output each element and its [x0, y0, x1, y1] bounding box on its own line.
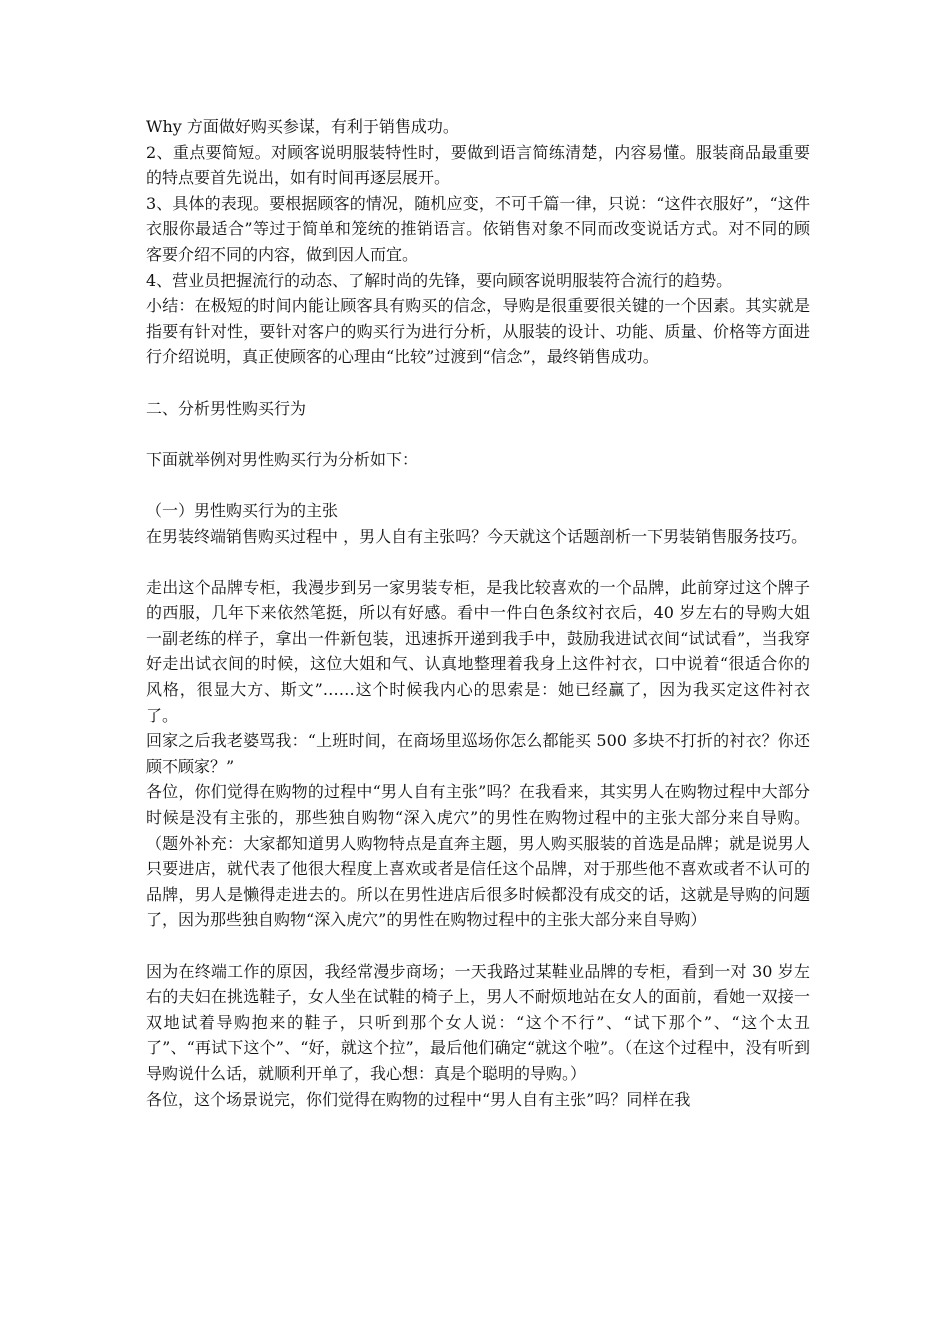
paragraph-summary: 小结：在极短的时间内能让顾客具有购买的信念，导购是很重要很关键的一个因素。其实就是指要有针对性，要针对客户的购买行为进行分析，从服装的设计、功能、质量、价格等方面进行介绍说明，真正使顾客的心理由“比较”过渡到“信念”，最终销售成功。	[146, 296, 810, 367]
section-heading-male-behavior: 二、分析男性购买行为	[146, 398, 307, 418]
paragraph-why-advice: Why 方面做好购买参谋，有利于销售成功。	[146, 117, 459, 136]
document-page	[146, 114, 810, 1112]
paragraph-analysis-2: 各位，这个场景说完，你们觉得在购物的过程中“男人自有主张”吗？同样在我	[146, 1089, 691, 1109]
paragraph-point-4-trends: 4、营业员把握流行的动态、了解时尚的先锋，要向顾客说明服装符合流行的趋势。	[146, 270, 733, 290]
paragraph-wife-scolding: 回家之后我老婆骂我：“上班时间，在商场里巡场你怎么都能买 500 多块不打折的衬衣？你还顾不顾家？”	[146, 731, 810, 776]
subsection-heading-male-opinion: （一）男性购买行为的主张	[146, 500, 339, 520]
paragraph-point-3-specific: 3、具体的表现。要根据顾客的情况，随机应变，不可千篇一律，只说：“这件衣服好”，“这件衣服你最适合”等过于简单和笼统的推销语言。依销售对象不同而改变说话方式。对不同的顾客要介绍不同的内容，做到因人而宜。	[146, 193, 810, 264]
paragraph-shirt-story: 走出这个品牌专柜，我漫步到另一家男装专柜，是我比较喜欢的一个品牌，此前穿过这个牌子的西服，几年下来依然笔挺，所以有好感。看中一件白色条纹衬衣后，40 岁左右的导购大姐一副老练的样子，拿出一件新包装，迅速拆开递到我手中，鼓励我进试衣间“试试看”，当我穿好走出试衣间的时候，这位大姐和气、认真地整理着我身上这件衬衣，口中说着“很适合你的风格，很显大方、斯文”……这个时候我内心的思索是：她已经赢了，因为我买定这件衬衣了。	[146, 577, 810, 725]
paragraph-point-2-brevity: 2、重点要简短。对顾客说明服装特性时，要做到语言简练清楚，内容易懂。服装商品最重要的特点要首先说出，如有时间再逐层展开。	[146, 142, 810, 188]
paragraph-topic-intro: 在男装终端销售购买过程中 ，男人自有主张吗？今天就这个话题剖析一下男装销售服务技巧。	[146, 526, 808, 546]
paragraph-analysis-1: 各位，你们觉得在购物的过程中“男人自有主张”吗？在我看来，其实男人在购物过程中大部分时候是没有主张的，那些独自购物“深入虎穴”的男性在购物过程中的主张大部分来自导购。（题外补充：大家都知道男人购物特点是直奔主题，男人购买服装的首选是品牌；就是说男人只要进店，就代表了他很大程度上喜欢或者是信任这个品牌，对于那些他不喜欢或者不认可的品牌，男人是懒得走进去的。所以在男性进店后很多时候都没有成交的话，这就是导购的问题了，因为那些独自购物“深入虎穴”的男性在购物过程中的主张大部分来自导购）	[146, 782, 810, 930]
paragraph-intro-example: 下面就举例对男性购买行为分析如下：	[146, 449, 419, 469]
paragraph-shoe-story: 因为在终端工作的原因，我经常漫步商场；一天我路过某鞋业品牌的专柜，看到一对 30 岁左右的夫妇在挑选鞋子，女人坐在试鞋的椅子上，男人不耐烦地站在女人的面前，看她一双接一双地试着导购抱来的鞋子，只听到那个女人说：“这个不行”、“试下那个”、“这个太丑了”、“再试下这个”、“好，就这个拉”，最后他们确定“就这个啦”。（在这个过程中，没有听到导购说什么话，就顺利开单了，我心想：真是个聪明的导购。）	[146, 961, 810, 1083]
